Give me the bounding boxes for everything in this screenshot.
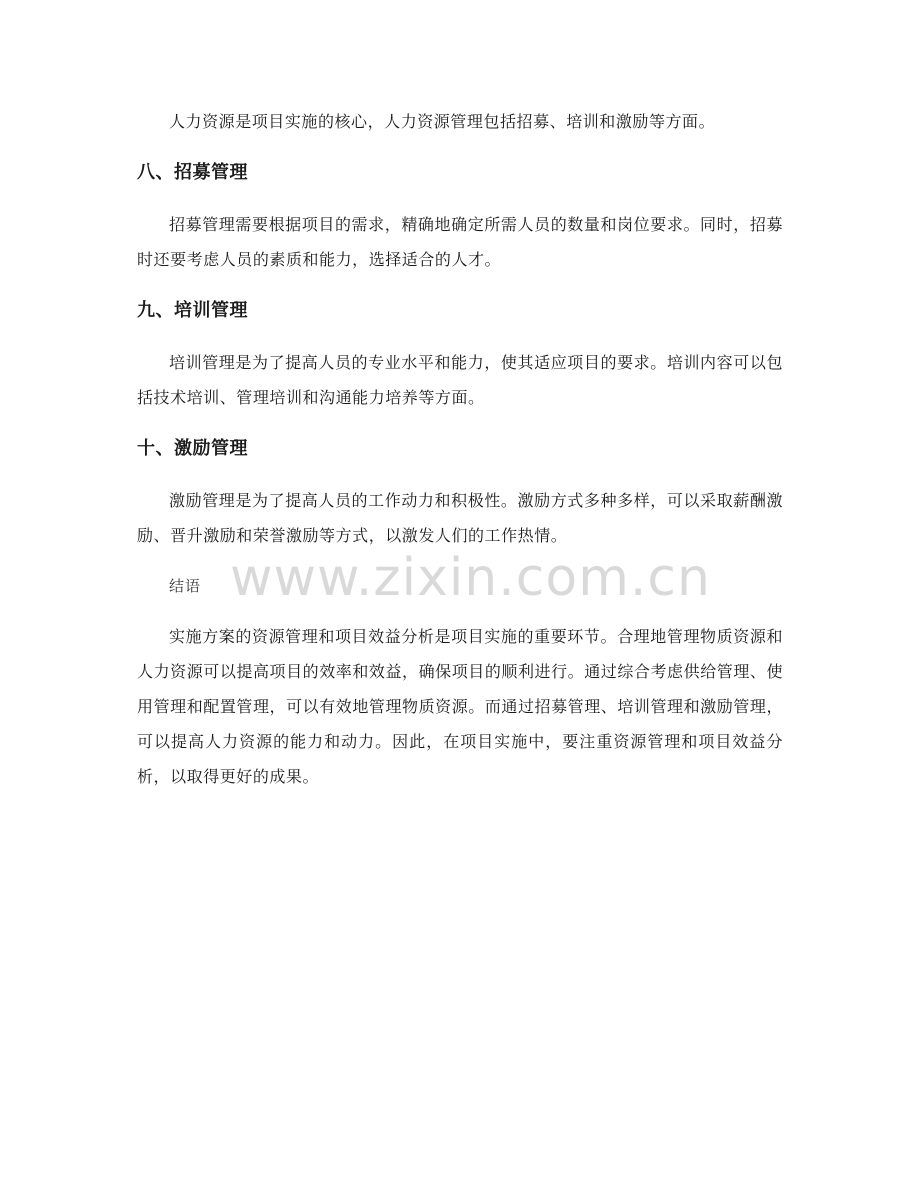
section-heading-recruitment: 八、招募管理 (137, 162, 248, 183)
section-text-incentive: 激励管理是为了提高人员的工作动力和积极性。激励方式多种多样，可以采取薪酬激励、晋升激励和荣誉激励等方式，以激发人们的工作热情。 (137, 491, 783, 545)
document-body (137, 104, 783, 794)
watermark-text: www.zixin.com.cn (230, 548, 711, 608)
conclusion-paragraph: 实施方案的资源管理和项目效益分析是项目实施的重要环节。合理地管理物质资源和人力资源可以提高项目的效率和效益，确保项目的顺利进行。通过综合考虑供给管理、使用管理和配置管理，可以有效地管理物质资源。而通过招募管理、培训管理和激励管理，可以提高人力资源的能力和动力。因此，在项目实施中，要注重资源管理和项目效益分析，以取得更好的成果。 (137, 627, 783, 786)
section-heading-training: 九、培训管理 (137, 300, 248, 321)
section-text-training: 培训管理是为了提高人员的专业水平和能力，使其适应项目的要求。培训内容可以包括技术培训、管理培训和沟通能力培养等方面。 (137, 353, 783, 407)
conclusion-label: 结语 (169, 577, 202, 595)
intro-paragraph: 人力资源是项目实施的核心，人力资源管理包括招募、培训和激励等方面。 (169, 112, 716, 131)
section-text-recruitment: 招募管理需要根据项目的需求，精确地确定所需人员的数量和岗位要求。同时，招募时还要考虑人员的素质和能力，选择适合的人才。 (137, 215, 783, 269)
section-heading-incentive: 十、激励管理 (137, 438, 248, 459)
